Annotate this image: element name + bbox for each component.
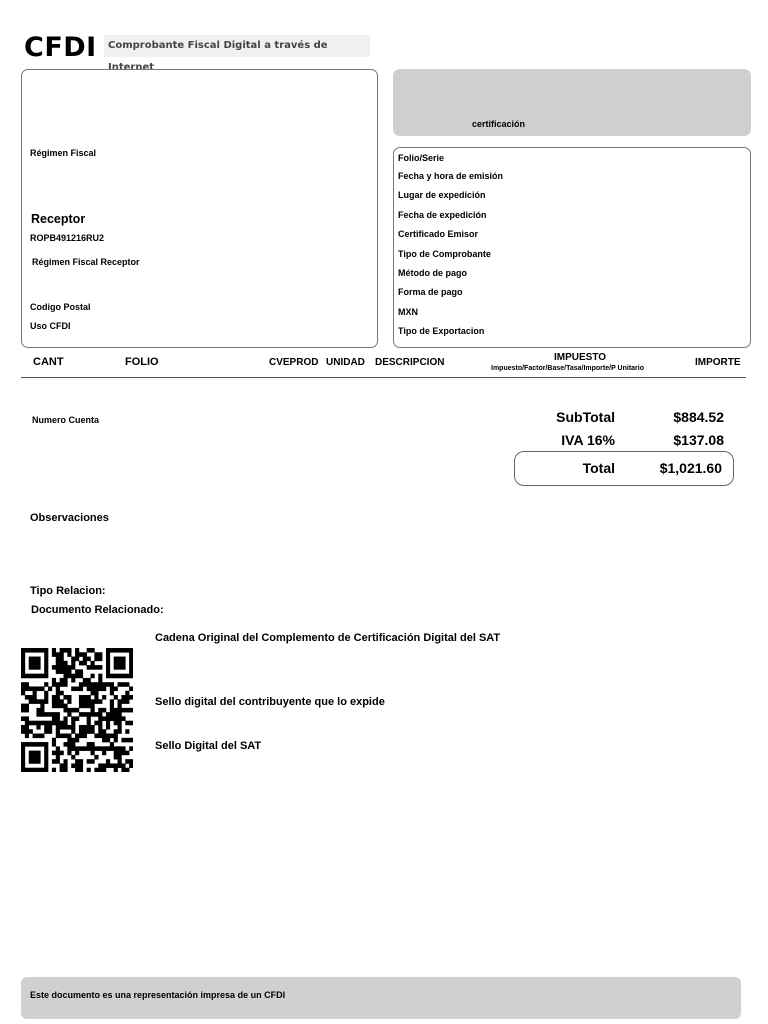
documento-relacionado-label: Documento Relacionado:: [31, 604, 164, 616]
col-cveprod: CVEPROD: [269, 357, 319, 368]
folio-serie-label: Folio/Serie: [398, 153, 445, 163]
col-impuesto-sub: Impuesto/Factor/Base/Tasa/Importe/P Unitario: [491, 365, 645, 372]
observaciones-label: Observaciones: [30, 512, 109, 524]
metodo-pago-label: Método de pago: [398, 268, 467, 278]
col-folio: FOLIO: [125, 356, 159, 368]
receptor-rfc: ROPB491216RU2: [30, 233, 105, 243]
cfdi-logo: CFDI: [24, 32, 97, 63]
iva-label: IVA 16%: [561, 432, 615, 448]
moneda-label: MXN: [398, 307, 418, 317]
sello-contribuyente-label: Sello digital del contribuyente que lo expide: [155, 696, 385, 708]
regimen-fiscal-receptor-label: Régimen Fiscal Receptor: [32, 257, 140, 267]
regimen-fiscal-label: Régimen Fiscal: [30, 148, 97, 158]
tipo-exportacion-label: Tipo de Exportacion: [398, 326, 485, 336]
col-impuesto: IMPUESTO: [554, 352, 607, 363]
tipo-comprobante-label: Tipo de Comprobante: [398, 249, 491, 259]
lugar-expedicion-label: Lugar de expedición: [398, 190, 486, 200]
certificado-emisor-label: Certificado Emisor: [398, 229, 479, 239]
certificacion-box: [393, 69, 751, 136]
col-cant: CANT: [33, 356, 64, 368]
numero-cuenta-label: Numero Cuenta: [32, 415, 100, 425]
table-header-rule: [21, 377, 746, 378]
iva-value: $137.08: [673, 432, 724, 448]
receptor-title: Receptor: [31, 212, 86, 226]
forma-pago-label: Forma de pago: [398, 287, 463, 297]
fecha-emision-label: Fecha y hora de emisión: [398, 171, 504, 181]
subtotal-label: SubTotal: [556, 409, 615, 425]
codigo-postal-label: Codigo Postal: [30, 302, 91, 312]
cadena-original-label: Cadena Original del Complemento de Certificación Digital del SAT: [155, 632, 501, 644]
col-importe: IMPORTE: [695, 357, 741, 368]
tipo-relacion-label: Tipo Relacion:: [30, 585, 106, 597]
fecha-expedicion-label: Fecha de expedición: [398, 210, 487, 220]
total-value: $1,021.60: [659, 460, 722, 476]
uso-cfdi-label: Uso CFDI: [30, 321, 71, 331]
sello-sat-label: Sello Digital del SAT: [155, 740, 262, 752]
footer-text: Este documento es una representación impresa de un CFDI: [30, 990, 286, 1000]
certificacion-label: certificación: [472, 119, 526, 129]
col-unidad: UNIDAD: [326, 357, 365, 368]
cfdi-tagline: Comprobante Fiscal Digital a través de Internet: [104, 35, 370, 57]
total-label: Total: [582, 460, 615, 476]
subtotal-value: $884.52: [673, 409, 724, 425]
col-descripcion: DESCRIPCION: [375, 357, 445, 368]
qr-code: [21, 648, 133, 772]
